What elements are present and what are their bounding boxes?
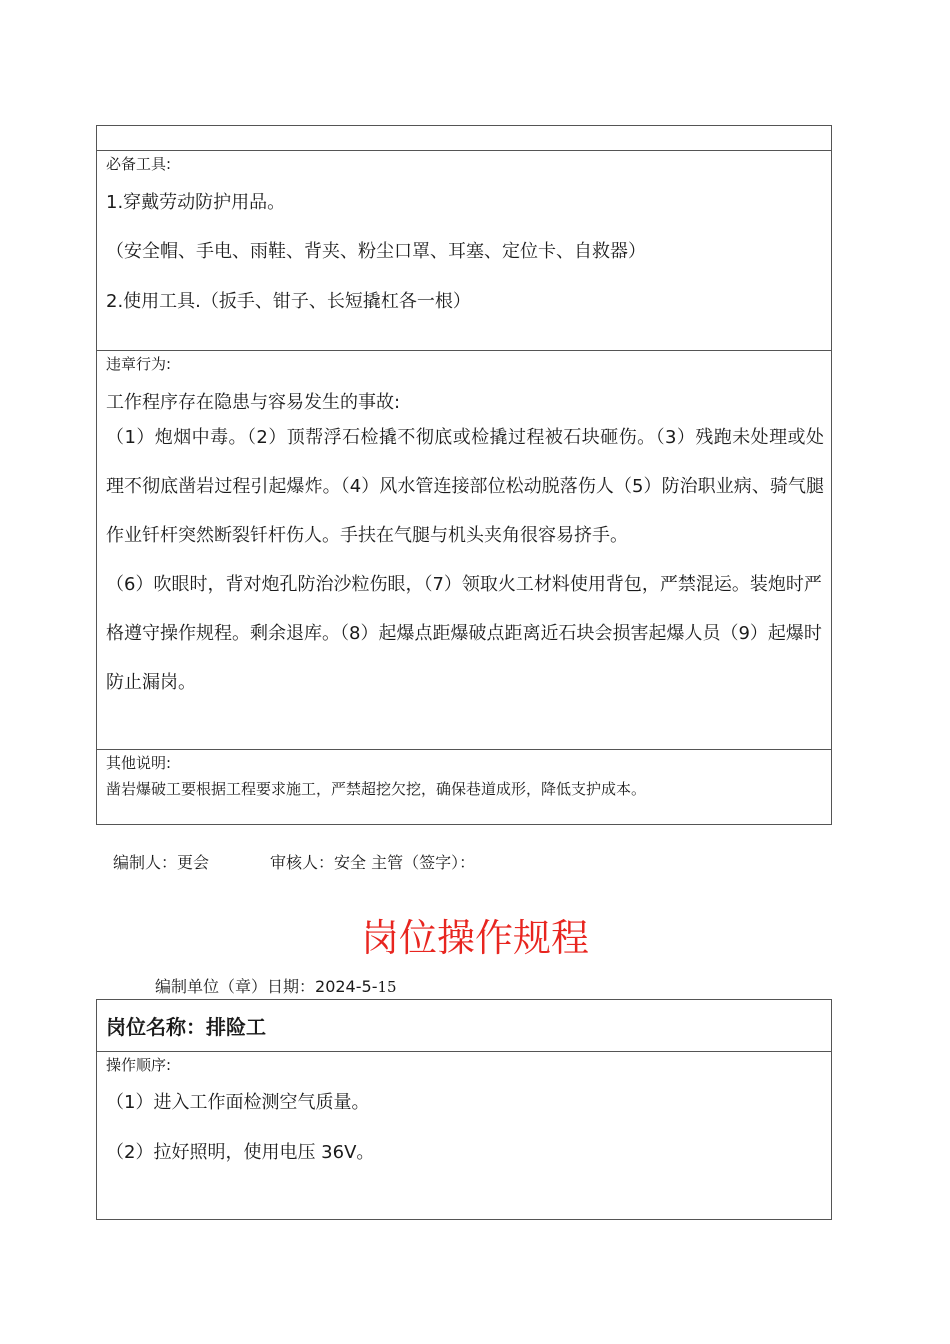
operation-order-label: 操作顺序: — [106, 1056, 172, 1074]
tools-section — [97, 151, 831, 351]
table-top-row — [97, 126, 831, 151]
procedure-table-2 — [96, 999, 832, 1220]
date-day: 15 — [377, 978, 397, 996]
position-name-row — [97, 1000, 831, 1052]
violations-heading: 工作程序存在隐患与容易发生的事故: — [106, 392, 401, 413]
reviewer-signature: 审核人：安全 主管（签字）： — [270, 853, 476, 872]
position-name: 岗位名称：排险工 — [106, 1015, 266, 1039]
tools-label: 必备工具: — [106, 155, 172, 173]
unit-date-line — [155, 976, 397, 998]
editor-signature: 编制人：更会 — [113, 853, 210, 872]
page-title: 岗位操作规程 — [360, 916, 589, 960]
violations-body — [106, 413, 824, 707]
other-notes-label: 其他说明: — [106, 754, 172, 772]
violations-label: 违章行为: — [106, 355, 172, 373]
violations-section — [97, 351, 831, 750]
tools-line-2: （安全帽、手电、雨鞋、背夹、粉尘口罩、耳塞、定位卡、自救器） — [106, 241, 646, 262]
operation-step-1: （1）进入工作面检测空气质量。 — [106, 1092, 370, 1113]
operation-step-2: （2）拉好照明，使用电压 36V。 — [106, 1142, 375, 1163]
other-notes-text: 凿岩爆破工要根据工程要求施工，严禁超挖欠挖，确保巷道成形，降低支护成本。 — [106, 780, 647, 798]
violations-paragraph-1: （1）炮烟中毒。（2）顶帮浮石检撬不彻底或检撬过程被石块砸伤。（3）残跑未处理或处理不彻底凿岩过程引起爆炸。（4）风水管连接部位松动脱落伤人（5）防治职业病、骑气腿作业钎杆突然断裂钎杆伤人。手扶在气腿与机头夹角很容易挤手。 — [106, 427, 824, 546]
tools-line-1: 1.穿戴劳动防护用品。 — [106, 192, 286, 213]
unit-date-label: 编制单位（章）日期： — [155, 977, 316, 996]
violations-paragraph-2: （6）吹眼时，背对炮孔防治沙粒伤眼，（7）领取火工材料使用背包，严禁混运。装炮时严格遵守操作规程。剩余退库。（8）起爆点距爆破点距离近石块会损害起爆人员（9）起爆时防止漏岗。 — [106, 574, 822, 693]
other-notes-section — [97, 750, 831, 824]
tools-line-3: 2.使用工具.（扳手、钳子、长短撬杠各一根） — [106, 291, 471, 312]
procedure-table-1 — [96, 125, 832, 825]
date-main: 2024-5- — [315, 977, 378, 996]
